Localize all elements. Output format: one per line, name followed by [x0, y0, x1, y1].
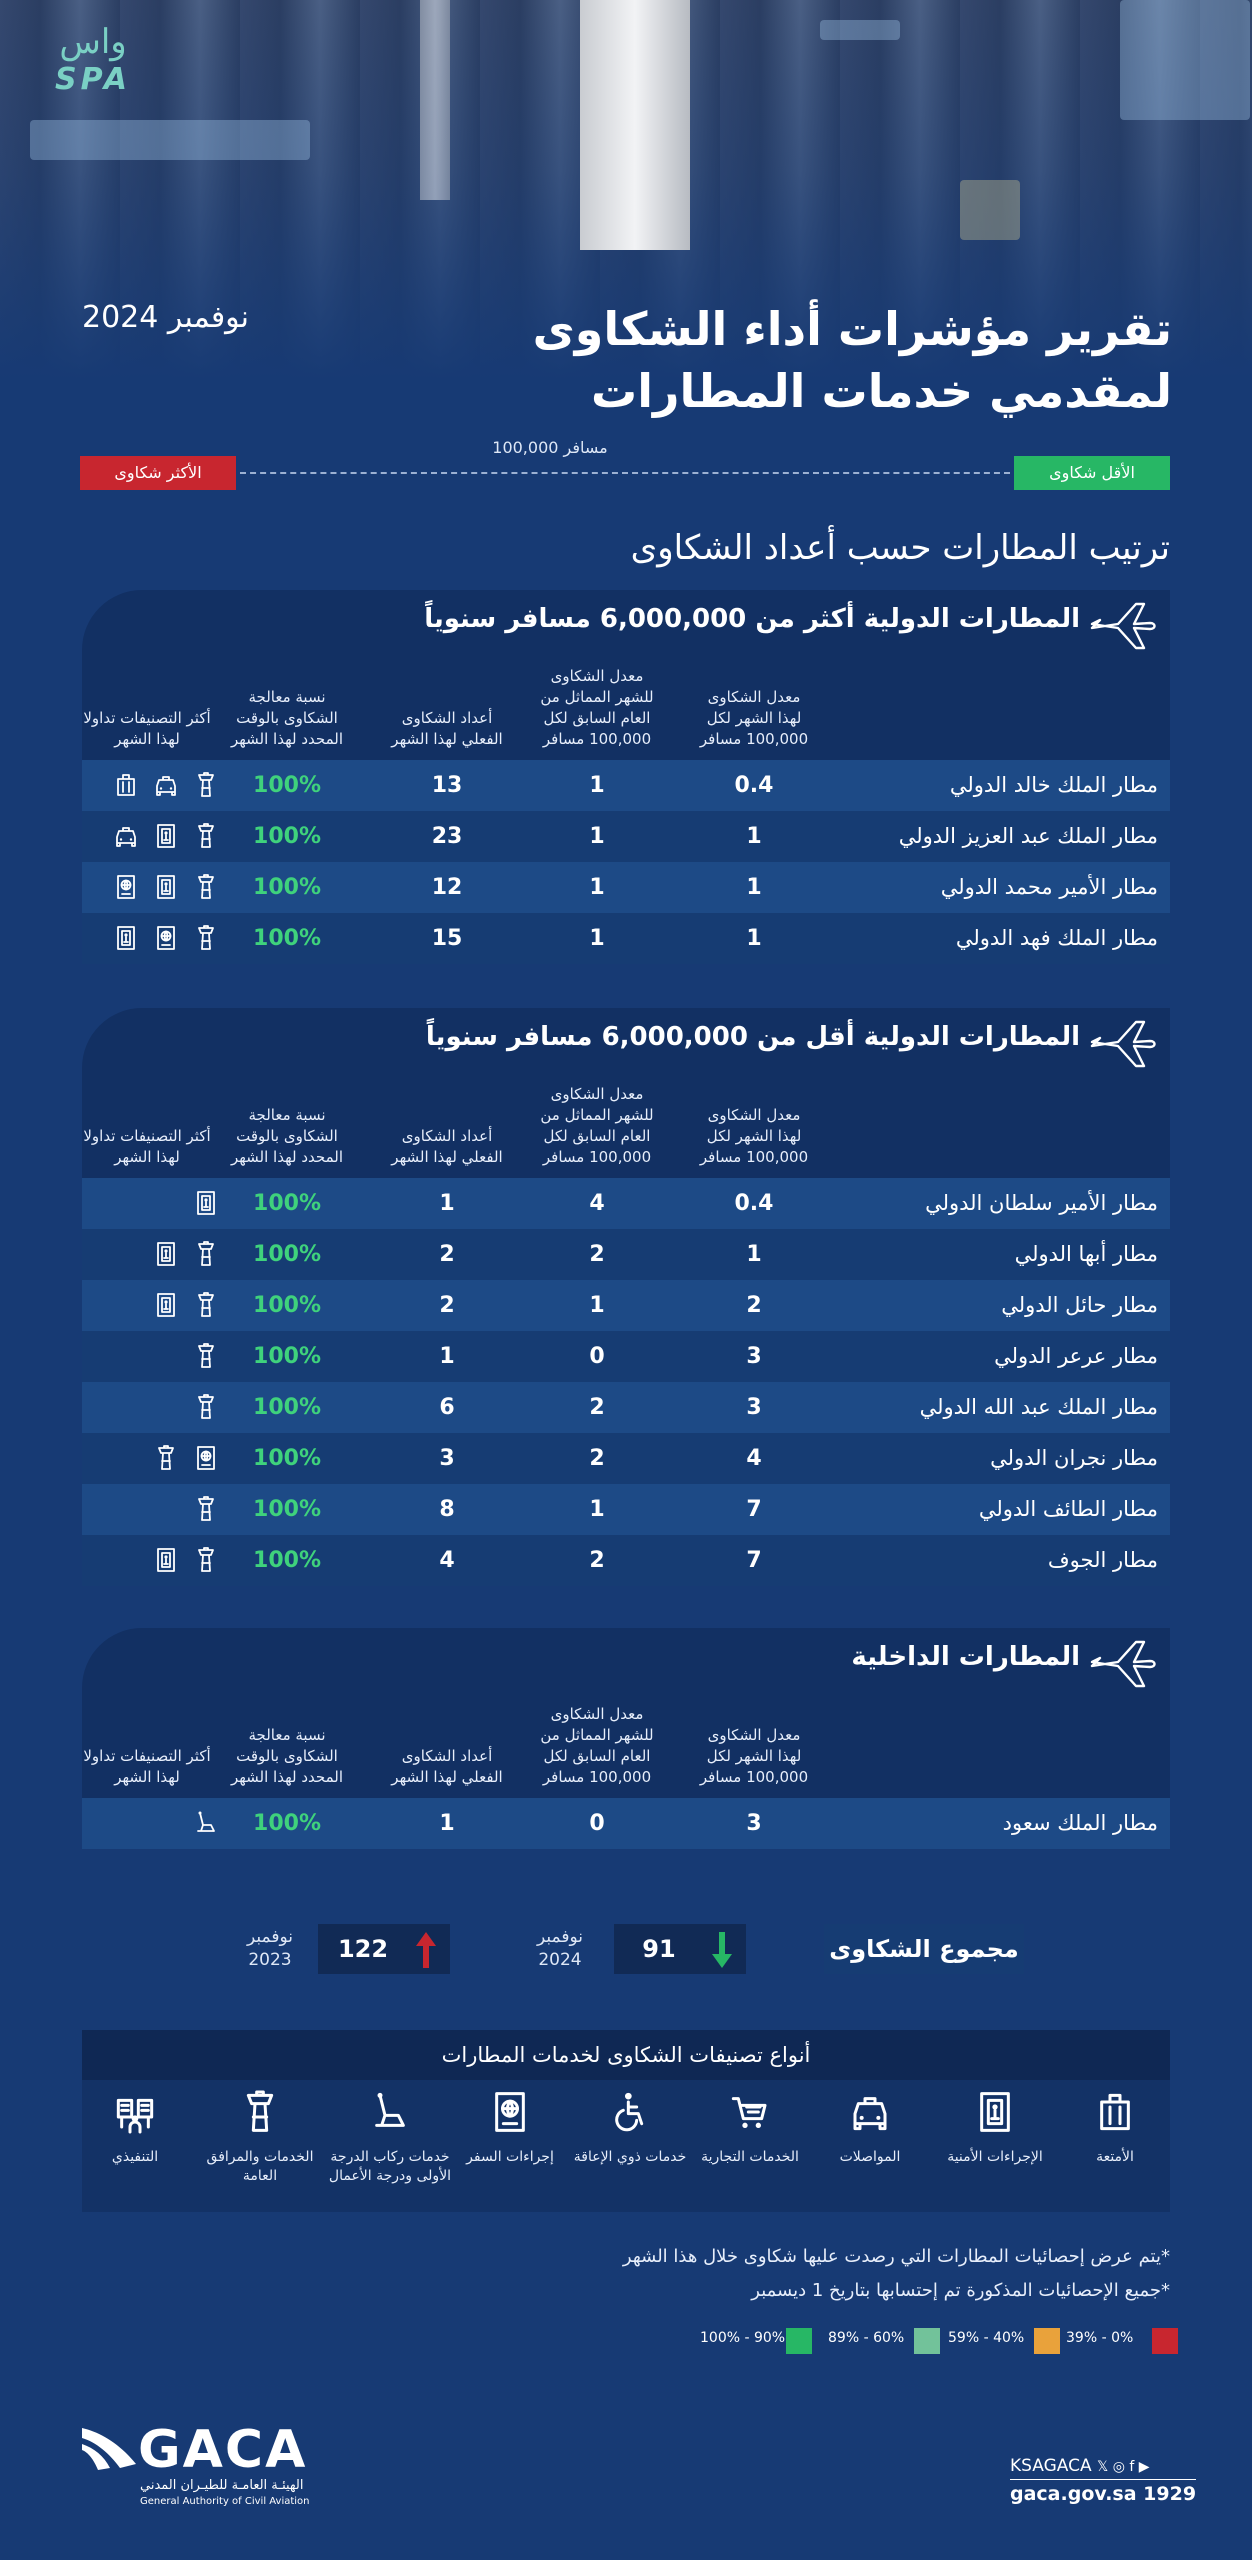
- tower-icon: [194, 925, 218, 953]
- scale-mid-label: 100,000 مسافر: [492, 438, 608, 457]
- passport-icon: [114, 874, 138, 902]
- col-top-categories: أكثر التصنيفات تداولا لهذا الشهر: [83, 709, 211, 748]
- executive-icon: [115, 2119, 155, 2138]
- legend-label: 39% - 0%: [1066, 2330, 1134, 2346]
- category-label: إجراءات السفر: [466, 2149, 554, 2165]
- col-on-time-pct: نسبة معالجة الشكاوى بالوقت المحدد لهذا الشهر: [230, 1726, 344, 1786]
- airport-name: مطار الأمير محمد الدولي: [940, 875, 1158, 899]
- airport-name: مطار الملك عبد العزيز الدولي: [898, 824, 1158, 848]
- airport-row: [82, 760, 1170, 811]
- category-label: الأمتعة: [1096, 2149, 1134, 2165]
- premium-seat-icon: [194, 1810, 218, 1838]
- rate-current: 1: [746, 875, 762, 900]
- on-time-pct: 100%: [253, 1293, 321, 1318]
- previous-total-value: 122: [337, 1935, 389, 1963]
- col-rate-current: معدل الشكاوى لهذا الشهر لكل 100,000 مسافر: [699, 1726, 809, 1786]
- airport-row: [82, 1798, 1170, 1849]
- panel-header: [82, 1628, 1170, 1798]
- tower-icon: [194, 1496, 218, 1524]
- col-top-categories: أكثر التصنيفات تداولا لهذا الشهر: [83, 1747, 211, 1786]
- top-categories-icons: [88, 874, 218, 902]
- airport-row: [82, 1484, 1170, 1535]
- gaca-logo: GACA الهيئـة العامـة للطيـران المدني General Authority of Civil Aviation: [80, 2420, 320, 2510]
- totals-bar: [0, 1910, 1252, 1990]
- luggage-icon: [114, 772, 138, 800]
- panel-title: المطارات الدولية أكثر من 6,000,000 مسافر سنوياً: [424, 604, 1080, 634]
- rate-previous: 2: [589, 1548, 605, 1573]
- category-label: التنفيذي: [111, 2149, 159, 2165]
- gaca-wing-icon: [80, 2424, 138, 2472]
- airport-name: مطار الجوف: [1047, 1548, 1158, 1572]
- col-rate-current: معدل الشكاوى لهذا الشهر لكل 100,000 مسافر: [699, 1106, 809, 1166]
- top-categories-icons: [88, 1496, 218, 1524]
- panel-header: [82, 1008, 1170, 1178]
- rate-current: 1: [746, 1242, 762, 1267]
- category-label: الخدمات التجارية: [701, 2149, 799, 2165]
- on-time-pct: 100%: [253, 1446, 321, 1471]
- premium-seat-icon: [370, 2119, 410, 2138]
- on-time-pct: 100%: [253, 1344, 321, 1369]
- rate-current: 4: [746, 1446, 762, 1471]
- rate-previous: 0: [589, 1344, 605, 1369]
- category-label: المواصلات: [839, 2149, 901, 2165]
- legend-label: 100% - 90%: [700, 2330, 786, 2346]
- top-categories-icons: [88, 823, 218, 851]
- actual-count: 3: [439, 1446, 455, 1471]
- airport-row: [82, 1280, 1170, 1331]
- note-2: *جميع الإحصائيات المذكورة تم إحتسابها بتاريخ 1 ديسمبر: [751, 2280, 1170, 2301]
- rate-current: 3: [746, 1395, 762, 1420]
- note-1: *يتم عرض إحصائيات المطارات التي رصدت عليها شكاوى خلال هذا الشهر: [622, 2246, 1170, 2267]
- passport-icon: [154, 925, 178, 953]
- airport-name: مطار الأمير سلطان الدولي: [925, 1191, 1158, 1215]
- legend-swatch: [1152, 2328, 1178, 2354]
- top-categories-icons: [88, 1241, 218, 1269]
- rate-current: 3: [746, 1811, 762, 1836]
- report-date: نوفمبر 2024: [82, 300, 250, 335]
- taxi-icon: [850, 2119, 890, 2138]
- top-categories-icons: [88, 1190, 218, 1218]
- airport-row: [82, 862, 1170, 913]
- category-label: خدمات ركاب الدرجة الأولى ودرجة الأعمال: [328, 2149, 452, 2184]
- current-total-value: 91: [642, 1935, 676, 1963]
- on-time-pct: 100%: [253, 1497, 321, 1522]
- legend-swatch: [914, 2328, 940, 2354]
- airport-row: [82, 1178, 1170, 1229]
- category-item: [70, 2090, 200, 2167]
- top-categories-icons: [88, 1343, 218, 1371]
- legend-swatch: [1034, 2328, 1060, 2354]
- current-total-box: [614, 1924, 746, 1974]
- legend-label: 59% - 40%: [948, 2330, 1025, 2346]
- top-categories-icons: [88, 1292, 218, 1320]
- col-rate-previous: معدل الشكاوى للشهر المماثل من العام السابق لكل 100,000 مسافر: [540, 1085, 654, 1166]
- category-label: خدمات ذوي الإعاقة: [573, 2149, 687, 2165]
- passport-icon: [194, 1445, 218, 1473]
- plane-icon: [1088, 598, 1158, 654]
- on-time-pct: 100%: [253, 1395, 321, 1420]
- on-time-pct: 100%: [253, 824, 321, 849]
- legend-swatch: [786, 2328, 812, 2354]
- airport-panel: [82, 1628, 1170, 1849]
- on-time-pct: 100%: [253, 1242, 321, 1267]
- security-gate-icon: [975, 2119, 1015, 2138]
- accessibility-icon: [610, 2119, 650, 2138]
- rate-current: 7: [746, 1548, 762, 1573]
- previous-total-box: [318, 1924, 450, 1974]
- airport-name: مطار حائل الدولي: [1001, 1293, 1158, 1317]
- rate-previous: 1: [589, 875, 605, 900]
- tower-icon: [194, 1343, 218, 1371]
- category-label: الإجراءات الأمنية: [947, 2149, 1043, 2165]
- rate-current: 0.4: [734, 1191, 774, 1216]
- on-time-pct: 100%: [253, 926, 321, 951]
- tower-icon: [194, 823, 218, 851]
- top-categories-icons: [88, 1394, 218, 1422]
- page-title: تقرير مؤشرات أداء الشكاوى لمقدمي خدمات المطارات: [532, 302, 1172, 418]
- on-time-pct: 100%: [253, 773, 321, 798]
- security-gate-icon: [154, 1241, 178, 1269]
- col-actual-count: أعداد الشكاوى الفعلي لهذا الشهر: [391, 709, 503, 748]
- top-categories-icons: [88, 1445, 218, 1473]
- plane-icon: [1088, 1016, 1158, 1072]
- rate-previous: 1: [589, 773, 605, 798]
- category-item: [805, 2090, 935, 2167]
- security-gate-icon: [154, 1547, 178, 1575]
- actual-count: 1: [439, 1191, 455, 1216]
- security-gate-icon: [154, 823, 178, 851]
- col-actual-count: أعداد الشكاوى الفعلي لهذا الشهر: [391, 1747, 503, 1786]
- airport-row: [82, 1229, 1170, 1280]
- airport-name: مطار الملك سعود: [1002, 1811, 1158, 1835]
- arrow-up-icon: [414, 1932, 438, 1968]
- on-time-pct: 100%: [253, 875, 321, 900]
- airport-row: [82, 913, 1170, 964]
- airport-name: مطار الملك خالد الدولي: [949, 773, 1158, 797]
- complaint-categories-panel: [82, 2030, 1170, 2212]
- social-icons: 𝕏 ◎ f ▶: [1097, 2459, 1150, 2475]
- category-item: [930, 2090, 1060, 2167]
- airport-name: مطار الطائف الدولي: [978, 1497, 1158, 1521]
- actual-count: 8: [439, 1497, 455, 1522]
- col-on-time-pct: نسبة معالجة الشكاوى بالوقت المحدد لهذا الشهر: [230, 688, 344, 748]
- panel-header: [82, 590, 1170, 760]
- taxi-icon: [114, 823, 138, 851]
- category-item: [195, 2090, 325, 2186]
- section-title: ترتيب المطارات حسب أعداد الشكاوى: [630, 528, 1170, 568]
- passport-icon: [490, 2119, 530, 2138]
- col-rate-previous: معدل الشكاوى للشهر المماثل من العام السابق لكل 100,000 مسافر: [540, 1705, 654, 1786]
- website: gaca.gov.sa 1929: [1010, 2479, 1196, 2508]
- airport-name: مطار الملك فهد الدولي: [955, 926, 1158, 950]
- scale-dashed-line: [240, 472, 1010, 474]
- airport-panel: [82, 1008, 1170, 1586]
- social-handle: KSAGACA 𝕏 ◎ f ▶: [1010, 2456, 1150, 2476]
- airport-row: [82, 1382, 1170, 1433]
- airport-row: [82, 1535, 1170, 1586]
- airport-row: [82, 811, 1170, 862]
- rate-previous: 0: [589, 1811, 605, 1836]
- tower-icon: [194, 772, 218, 800]
- top-categories-icons: [88, 1547, 218, 1575]
- actual-count: 4: [439, 1548, 455, 1573]
- complaints-scale: [80, 440, 1170, 500]
- tower-icon: [194, 1394, 218, 1422]
- actual-count: 15: [431, 926, 463, 951]
- rate-current: 1: [746, 926, 762, 951]
- security-gate-icon: [154, 1292, 178, 1320]
- totals-label: مجموع الشكاوى: [824, 1924, 1024, 1974]
- actual-count: 1: [439, 1344, 455, 1369]
- rate-previous: 1: [589, 1497, 605, 1522]
- top-categories-icons: [88, 772, 218, 800]
- security-gate-icon: [114, 925, 138, 953]
- previous-period: نوفمبر 2023: [247, 1927, 293, 1970]
- airport-name: مطار الملك عبد الله الدولي: [919, 1395, 1158, 1419]
- actual-count: 2: [439, 1242, 455, 1267]
- on-time-pct: 100%: [253, 1811, 321, 1836]
- airport-row: [82, 1433, 1170, 1484]
- col-top-categories: أكثر التصنيفات تداولا لهذا الشهر: [83, 1127, 211, 1166]
- on-time-pct: 100%: [253, 1548, 321, 1573]
- tower-icon: [240, 2119, 280, 2138]
- plane-icon: [1088, 1636, 1158, 1692]
- airport-row: [82, 1331, 1170, 1382]
- col-actual-count: أعداد الشكاوى الفعلي لهذا الشهر: [391, 1127, 503, 1166]
- category-item: [565, 2090, 695, 2167]
- category-item: [325, 2090, 455, 2186]
- rate-previous: 1: [589, 926, 605, 951]
- most-complaints-badge: الأكثر شكاوى: [80, 456, 236, 490]
- panel-title: المطارات الدولية أقل من 6,000,000 مسافر سنوياً: [425, 1022, 1080, 1052]
- security-gate-icon: [154, 874, 178, 902]
- airport-name: مطار عرعر الدولي: [994, 1344, 1158, 1368]
- rate-previous: 2: [589, 1242, 605, 1267]
- tower-icon: [194, 1241, 218, 1269]
- spa-logo: واس SPA: [54, 22, 132, 97]
- airport-panel: [82, 590, 1170, 964]
- arrow-down-icon: [710, 1932, 734, 1968]
- rate-previous: 4: [589, 1191, 605, 1216]
- taxi-icon: [154, 772, 178, 800]
- rate-previous: 1: [589, 824, 605, 849]
- top-categories-icons: [88, 925, 218, 953]
- actual-count: 6: [439, 1395, 455, 1420]
- rate-current: 1: [746, 824, 762, 849]
- luggage-icon: [1095, 2119, 1135, 2138]
- tower-icon: [194, 1547, 218, 1575]
- rate-previous: 1: [589, 1293, 605, 1318]
- tower-icon: [194, 1292, 218, 1320]
- top-categories-icons: [88, 1810, 218, 1838]
- actual-count: 2: [439, 1293, 455, 1318]
- airport-name: مطار أبها الدولي: [1014, 1242, 1158, 1266]
- tower-icon: [154, 1445, 178, 1473]
- cart-icon: [730, 2119, 770, 2138]
- category-label: الخدمات والمرافق العامة: [206, 2149, 314, 2184]
- security-gate-icon: [194, 1190, 218, 1218]
- rate-current: 3: [746, 1344, 762, 1369]
- actual-count: 23: [431, 824, 463, 849]
- category-item: [445, 2090, 575, 2167]
- footer-contact: [1010, 2454, 1196, 2508]
- category-item: [685, 2090, 815, 2167]
- rate-current: 0.4: [734, 773, 774, 798]
- col-on-time-pct: نسبة معالجة الشكاوى بالوقت المحدد لهذا الشهر: [230, 1106, 344, 1166]
- col-rate-current: معدل الشكاوى لهذا الشهر لكل 100,000 مسافر: [699, 688, 809, 748]
- least-complaints-badge: الأقل شكاوى: [1014, 456, 1170, 490]
- on-time-pct: 100%: [253, 1191, 321, 1216]
- category-item: [1050, 2090, 1180, 2167]
- panel-title: المطارات الداخلية: [851, 1642, 1080, 1672]
- notes: [623, 2240, 1170, 2308]
- rate-previous: 2: [589, 1395, 605, 1420]
- airport-name: مطار نجران الدولي: [990, 1446, 1158, 1470]
- rate-current: 7: [746, 1497, 762, 1522]
- tower-icon: [194, 874, 218, 902]
- actual-count: 1: [439, 1811, 455, 1836]
- col-rate-previous: معدل الشكاوى للشهر المماثل من العام السابق لكل 100,000 مسافر: [540, 667, 654, 748]
- legend-label: 89% - 60%: [828, 2330, 905, 2346]
- actual-count: 13: [431, 773, 463, 798]
- rate-previous: 2: [589, 1446, 605, 1471]
- rate-current: 2: [746, 1293, 762, 1318]
- current-period: نوفمبر 2024: [537, 1927, 583, 1970]
- categories-title: أنواع تصنيفات الشكاوى لخدمات المطارات: [82, 2030, 1170, 2080]
- actual-count: 12: [431, 875, 463, 900]
